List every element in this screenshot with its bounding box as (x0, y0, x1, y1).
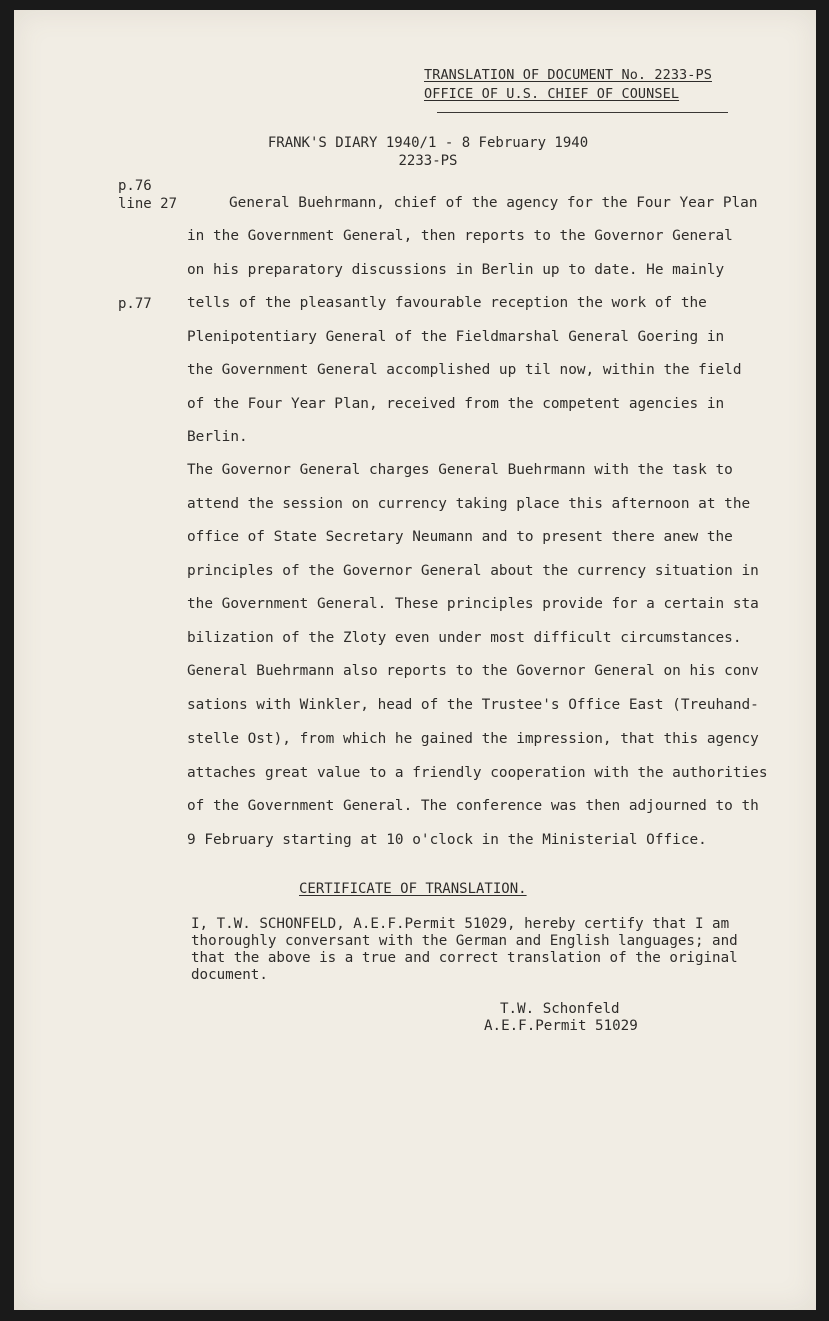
body-line: office of State Secretary Neumann and to present there anew the (187, 529, 733, 545)
document-header (424, 66, 730, 104)
body-line: stelle Ost), from which he gained the impression, that this agency (187, 731, 759, 747)
margin-note-page-77: p.77 (118, 296, 152, 312)
signature-name: T.W. Schonfeld (500, 1001, 620, 1017)
body-line: Berlin. (187, 429, 248, 445)
body-line: bilization of the Zloty even under most difficult circumstances. (187, 630, 742, 646)
body-line: tells of the pleasantly favourable reception the work of the (187, 295, 707, 311)
certificate-heading: CERTIFICATE OF TRANSLATION. (299, 881, 527, 897)
certificate-line: thoroughly conversant with the German and English languages; and (191, 933, 738, 949)
body-line: General Buehrmann, chief of the agency for the Four Year Plan (229, 195, 758, 211)
margin-note-page-76: p.76 (118, 178, 152, 194)
diary-title-line: FRANK'S DIARY 1940/1 - 8 February 1940 (267, 135, 589, 151)
body-line: The Governor General charges General Buehrmann with the task to (187, 462, 733, 478)
body-line: in the Government General, then reports to the Governor General (187, 228, 733, 244)
certificate-line: document. (191, 967, 268, 983)
body-line: attend the session on currency taking place this afternoon at the (187, 496, 751, 512)
body-line: General Buehrmann also reports to the Governor General on his conv (187, 663, 759, 679)
body-line: the Government General accomplished up til now, within the field (187, 362, 742, 378)
body-line: the Government General. These principles provide for a certain sta (187, 596, 759, 612)
body-line: of the Four Year Plan, received from the competent agencies in (187, 396, 725, 412)
diary-title (228, 134, 628, 170)
header-rule (437, 112, 728, 113)
body-line: attaches great value to a friendly cooperation with the authorities (187, 765, 768, 781)
body-line: 9 February starting at 10 o'clock in the Ministerial Office. (187, 832, 707, 848)
body-line: principles of the Governor General about the currency situation in (187, 563, 759, 579)
body-line: on his preparatory discussions in Berlin up to date. He mainly (187, 262, 725, 278)
margin-note-line-27: line 27 (118, 196, 178, 212)
header-office-line: OFFICE OF U.S. CHIEF OF COUNSEL (424, 86, 680, 102)
document-number: 2233-PS (398, 153, 458, 169)
body-line: Plenipotentiary General of the Fieldmarshal General Goering in (187, 329, 725, 345)
certificate-line: that the above is a true and correct translation of the original (191, 950, 738, 966)
body-line: sations with Winkler, head of the Trustee's Office East (Treuhand- (187, 697, 759, 713)
header-translation-line: TRANSLATION OF DOCUMENT No. 2233-PS (424, 67, 712, 83)
certificate-line: I, T.W. SCHONFELD, A.E.F.Permit 51029, hereby certify that I am (191, 916, 730, 932)
body-line: of the Government General. The conference was then adjourned to th (187, 798, 759, 814)
signature-permit: A.E.F.Permit 51029 (484, 1018, 638, 1034)
